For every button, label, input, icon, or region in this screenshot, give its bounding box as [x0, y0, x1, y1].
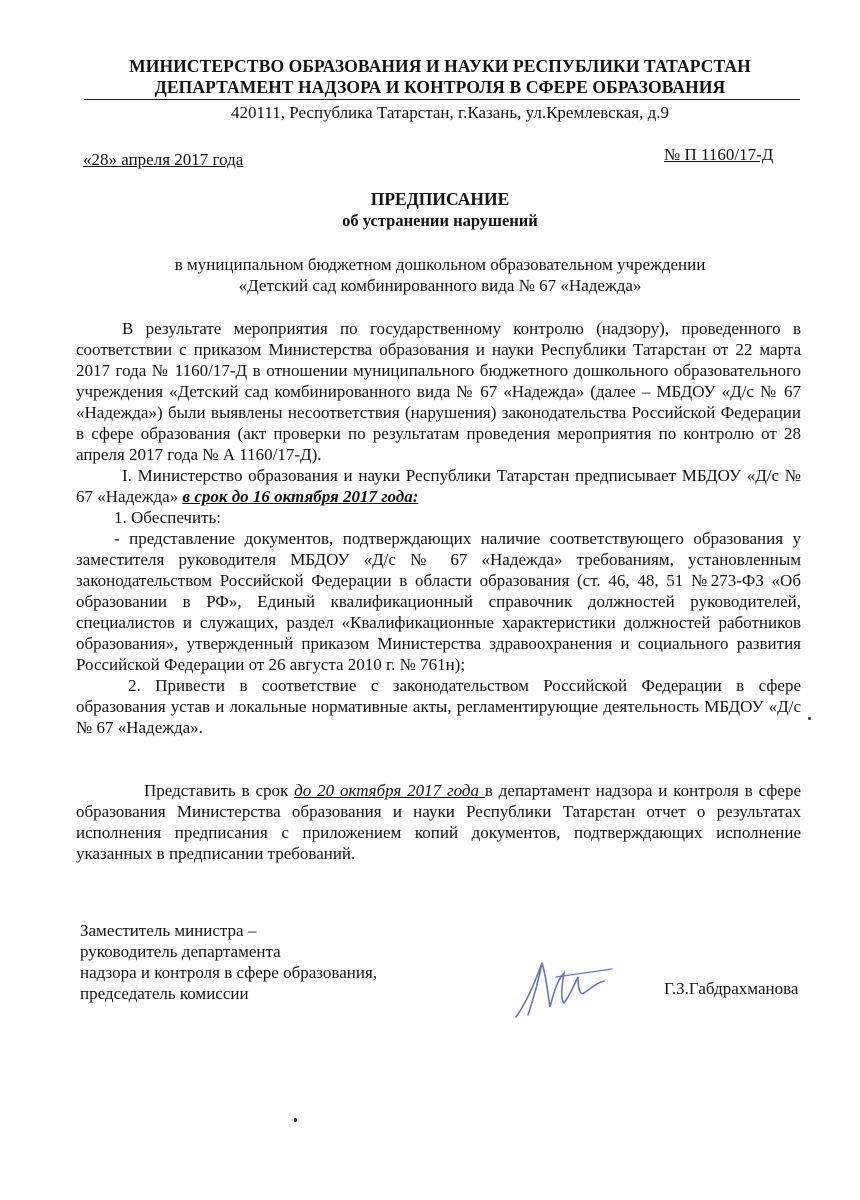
item-1-heading: 1. Обеспечить:: [114, 508, 221, 527]
item-1-text: - представление документов, подтверждающих наличие соответствующего образования у заместителя руководителя МБДОУ «Д/с № 67 «Надежда» требованиям, установленным законодательством Российской Федерации в области образования (ст. 46, 48, 51 №273-ФЗ «Об образовании в РФ», Единый квалификационный справочник должностей руководителей, специалистов и служащих, раздел «Квалификационные характеристики должностей работников образования», утвержденный приказом Министерства здравоохранения и социального развития Российской Федерации от 26 августа 2010 г. № 761н);: [76, 529, 801, 674]
header-rule: [84, 99, 800, 100]
report-text-end: в департамент надзора и контроля в сфере образования Министерства образования и науки Республики Татарстан отчет о результатах исполнения предписания с приложением копий документов, подтверждающих исполнение указанных в предписании требований.: [76, 781, 801, 863]
section-1-text: I. Министерство образования и науки Республики Татарстан предписывает МБДОУ «Д/с № 67 «Надежда»: [76, 466, 801, 506]
handwritten-signature: [508, 955, 618, 1025]
document-date: «28» апреля 2017 года: [83, 150, 244, 169]
document-body: [76, 318, 801, 738]
section-1-paragraph: [76, 465, 801, 507]
report-paragraph: [76, 780, 801, 864]
address: 420111, Республика Татарстан, г.Казань, ул.Кремлевская, д.9: [230, 103, 669, 122]
department-header: ДЕПАРТАМЕНТ НАДЗОРА И КОНТРОЛЯ В СФЕРЕ ОБРАЗОВАНИЯ: [154, 77, 726, 97]
document-subtitle: об устранении нарушений: [342, 211, 538, 230]
scan-speck: [808, 717, 811, 720]
report-text-start: Представить в срок: [144, 781, 295, 800]
scan-speck: [294, 1118, 297, 1122]
document-title: ПРЕДПИСАНИЕ: [370, 189, 510, 209]
report-deadline: до 20 октября 2017 года: [294, 781, 485, 800]
section-1-deadline: в срок до 16 октября 2017 года:: [182, 487, 419, 506]
intro-paragraph: В результате мероприятия по государственному контролю (надзору), проведенного в соответствии с приказом Министерства образования и науки Республики Татарстан от 22 марта 2017 года № 1160/17-Д в отношении муниципального бюджетного дошкольного образовательного учреждения «Детский сад комбинированного вида № 67 «Надежда» (далее – МБДОУ «Д/с № 67 «Надежда») были выявлены несоответствия (нарушения) законодательства Российской Федерации в сфере образования (акт проверки по результатам проведения мероприятия по контролю от 28 апреля 2017 года № А 1160/17-Д).: [76, 319, 801, 464]
signatory-name: Г.З.Габдрахманова: [664, 979, 799, 998]
signatory-line-1: Заместитель министра –: [80, 921, 257, 940]
signatory-line-4: председатель комиссии: [80, 984, 249, 1003]
signatory-line-3: надзора и контроля в сфере образования,: [80, 963, 378, 982]
item-2-text: 2. Привести в соответствие с законодательством Российской Федерации в сфере образования устав и локальные нормативные акты, регламентирующие деятельность МБДОУ «Д/с № 67 «Надежда».: [76, 676, 801, 737]
institution-line-2: «Детский сад комбинированного вида № 67 «Надежда»: [238, 276, 642, 295]
signatory-block: [80, 920, 440, 1004]
ministry-header: МИНИСТЕРСТВО ОБРАЗОВАНИЯ И НАУКИ РЕСПУБЛИКИ ТАТАРСТАН: [129, 56, 751, 76]
document-number: № П 1160/17-Д: [664, 145, 774, 164]
institution-line-1: в муниципальном бюджетном дошкольном образовательном учреждении: [174, 255, 706, 274]
signatory-line-2: руководитель департамента: [80, 942, 281, 961]
